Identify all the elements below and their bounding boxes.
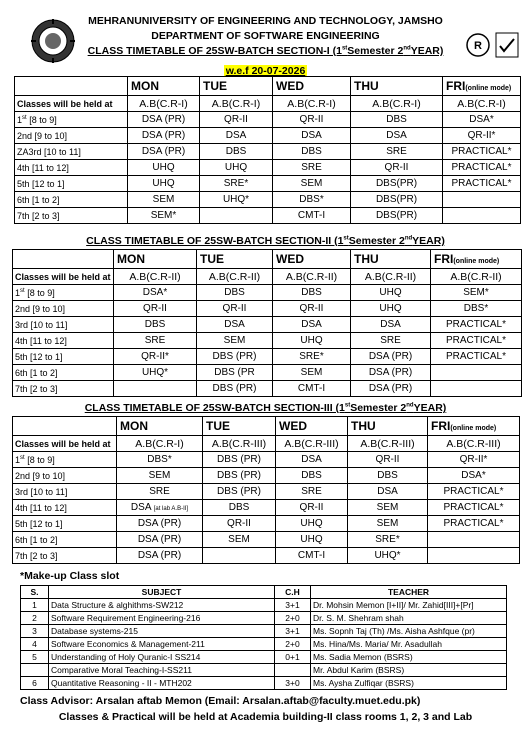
section2-title: CLASS TIMETABLE OF 25SW-BATCH SECTION-II (1stSemester 2ndYEAR) [86,235,445,247]
table-row: 7th [2 to 3] DBS (PR) CMT-I DSA (PR) [13,381,522,397]
section3-timetable [12,416,520,564]
table-row: 6th [1 to 2] SEM UHQ* DBS* DBS(PR) [15,192,521,208]
table-row: 5th [12 to 1] QR-II* DBS (PR) SRE* DSA (PR) PRACTICAL* [13,349,522,365]
table-row: 5th [12 to 1] DSA (PR) QR-II UHQ SEM PRACTICAL* [13,516,520,532]
day-tue: TUE [200,77,273,96]
table-row: 6th [1 to 2] UHQ* DBS (PR SEM DSA (PR) [13,365,522,381]
table-row: 7th [2 to 3] DSA (PR) CMT-I UHQ* [13,548,520,564]
class-advisor: Class Advisor: Arsalan aftab Memon (Email: Arsalan.aftab@faculty.muet.edu.pk) [20,695,421,707]
day-wed: WED [273,77,351,96]
table-row: 1st [8 to 9] DBS* DBS (PR) DSA QR-II QR-II* [13,452,520,468]
table-row: 5 Understanding of Holy Quranic-I SS214 0+1 Ms. Sadia Memon (BSRS) [21,651,507,664]
department-name: DEPARTMENT OF SOFTWARE ENGINEERING [151,30,380,42]
table-row: 4 Software Economics & Management-211 2+0 Ms. Hina/Ms. Maria/ Mr. Asadullah [21,638,507,651]
day-header-row: MON TUE WED THU FRI(online mode) [13,250,522,269]
table-row: 2nd [9 to 10] SEM DBS (PR) DBS DBS DSA* [13,468,520,484]
room-row: Classes will be held at A.B(C.R-I) A.B(C.R-III) A.B(C.R-III) A.B(C.R-III) A.B(C.R-III) [13,436,520,452]
footer-note: Classes & Practical will be held at Academia building-II class rooms 1, 2, 3 and Lab [58,711,473,723]
table-row: 3rd [10 to 11] DBS DSA DSA DSA PRACTICAL* [13,317,522,333]
table-row: 2nd [9 to 10] DSA (PR) DSA DSA DSA QR-II* [15,128,521,144]
section1-timetable [14,76,521,224]
table-row: 2 Software Requirement Engineering-216 2+0 Dr. S. M. Shehram shah [21,612,507,625]
table-row: 4th [11 to 12] DSA [at lab A.B-II] DBS QR-II SEM PRACTICAL* [13,500,520,516]
table-row: 6 Quantitative Reasoning - II - MTH202 3+0 Ms. Aysha Zulfiqar (BSRS) [21,677,507,690]
table-row: ZA3rd [10 to 11] DSA (PR) DBS DBS SRE PRACTICAL* [15,144,521,160]
subjects-header-row: S. SUBJECT C.H TEACHER [21,586,507,599]
svg-text:R: R [474,40,482,52]
table-row: 2nd [9 to 10] QR-II QR-II QR-II UHQ DBS* [13,301,522,317]
table-row: Comparative Moral Teaching-I-SS211 Mr. Abdul Karim (BSRS) [21,664,507,677]
table-row: 3 Database systems-215 3+1 Ms. Sopnh Taj (Th) /Ms. Aisha Ashfque (pr) [21,625,507,638]
section1-title: CLASS TIMETABLE OF 25SW-BATCH SECTION-I (1stSemester 2ndYEAR) [87,45,444,57]
table-row: 6th [1 to 2] DSA (PR) SEM UHQ SRE* [13,532,520,548]
table-row: 4th [11 to 12] SRE SEM UHQ SRE PRACTICAL* [13,333,522,349]
subjects-table [20,585,507,690]
effective-date: w.e.f 20-07-2026 [225,65,306,77]
section2-timetable [12,249,522,397]
table-row: 4th [11 to 12] UHQ UHQ SRE QR-II PRACTICAL* [15,160,521,176]
makeup-title: *Make-up Class slot [20,570,120,582]
table-row: 1 Data Structure & alghithms-SW212 3+1 Dr. Mohsin Memon [I+II]/ Mr. Zahid[III]+[Pr] [21,599,507,612]
day-mon: MON [128,77,200,96]
table-row: 5th [12 to 1] UHQ SRE* SEM DBS(PR) PRACTICAL* [15,176,521,192]
table-row: 1st [8 to 9] DSA* DBS DBS UHQ SEM* [13,285,522,301]
day-header-row: MON TUE WED THU FRI(online mode) [13,417,520,436]
day-header-row [15,77,521,96]
table-row: 1st [8 to 9] DSA (PR) QR-II QR-II DBS DSA* [15,112,521,128]
room-row: Classes will be held at A.B(C.R-I) A.B(C.R-I) A.B(C.R-I) A.B(C.R-I) A.B(C.R-I) [15,96,521,112]
table-row: 7th [2 to 3] SEM* CMT-I DBS(PR) [15,208,521,224]
section3-title: CLASS TIMETABLE OF 25SW-BATCH SECTION-III (1stSemester 2ndYEAR) [84,402,447,414]
day-thu: THU [351,77,443,96]
university-name: MEHRANUNIVERSITY OF ENGINEERING AND TECHNOLOGY, JAMSHO [88,15,443,27]
day-fri: FRI(online mode) [443,77,521,96]
room-row: Classes will be held at A.B(C.R-II) A.B(C.R-II) A.B(C.R-II) A.B(C.R-II) A.B(C.R-II) [13,269,522,285]
table-row: 3rd [10 to 11] SRE DBS (PR) SRE DSA PRACTICAL* [13,484,520,500]
